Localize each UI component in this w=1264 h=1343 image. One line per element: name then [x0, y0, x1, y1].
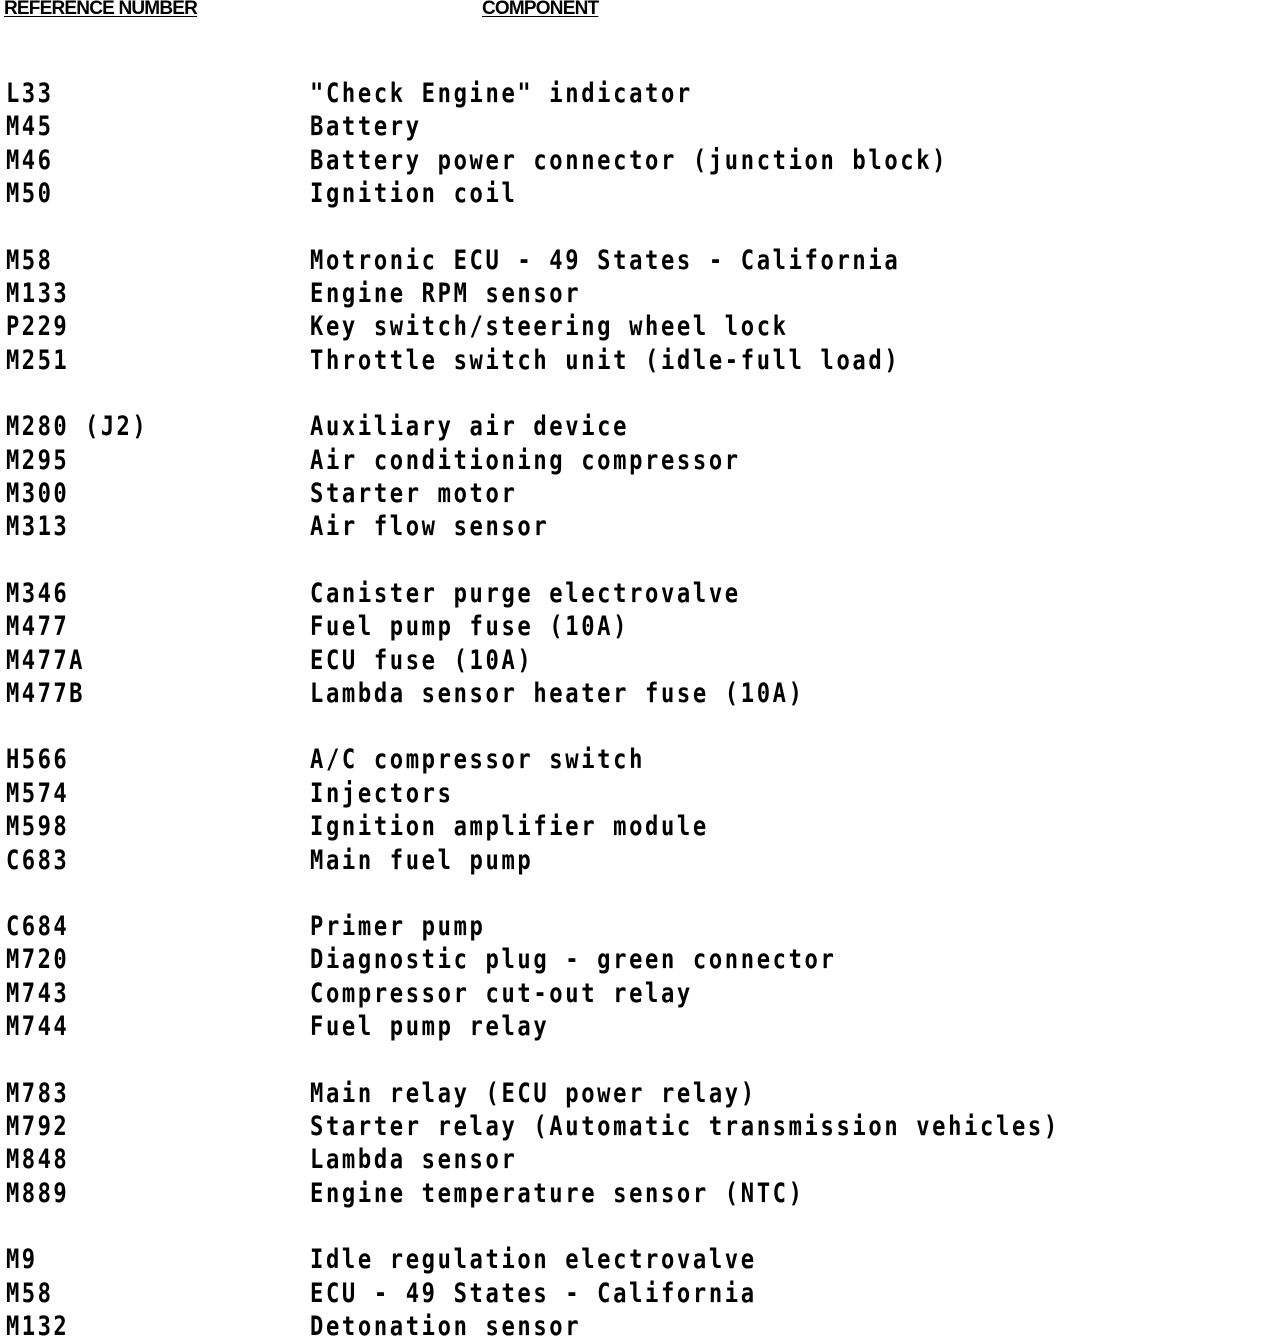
reference-number-cell: L33: [6, 78, 54, 109]
table-row: [0, 478, 1264, 510]
reference-number-cell: M46: [6, 145, 54, 176]
reference-number-cell: M295: [6, 445, 70, 476]
table-row: [0, 1244, 1264, 1276]
reference-number-cell: M346: [6, 578, 70, 609]
reference-number-cell: M132: [6, 1311, 70, 1342]
reference-number-cell: M58: [6, 1278, 54, 1309]
table-row: [0, 1078, 1264, 1110]
component-cell: Ignition amplifier module: [310, 811, 709, 842]
table-row: [0, 345, 1264, 377]
component-cell: "Check Engine" indicator: [310, 78, 693, 109]
component-cell: Battery power connector (junction block): [310, 145, 949, 176]
component-cell: Motronic ECU - 49 States - California: [310, 245, 901, 276]
table-row: [0, 245, 1264, 277]
reference-number-cell: M720: [6, 944, 70, 975]
component-cell: Auxiliary air device: [310, 411, 630, 442]
component-cell: Main relay (ECU power relay): [310, 1078, 757, 1109]
component-cell: Injectors: [310, 778, 454, 809]
component-cell: ECU fuse (10A): [310, 645, 534, 676]
table-row: [0, 411, 1264, 443]
reference-number-cell: M848: [6, 1144, 70, 1175]
reference-number-cell: M313: [6, 511, 70, 542]
table-row: [0, 678, 1264, 710]
reference-number-cell: C684: [6, 911, 70, 942]
reference-number-cell: P229: [6, 311, 70, 342]
component-cell: A/C compressor switch: [310, 744, 646, 775]
component-cell: Air flow sensor: [310, 511, 550, 542]
table-row: [0, 311, 1264, 343]
table-row: [0, 1178, 1264, 1210]
table-row: [0, 744, 1264, 776]
table-row: [0, 78, 1264, 110]
component-cell: Fuel pump fuse (10A): [310, 611, 630, 642]
reference-number-cell: M280 (J2): [6, 411, 149, 442]
component-cell: Battery: [310, 111, 422, 142]
component-cell: Air conditioning compressor: [310, 445, 741, 476]
component-heading: COMPONENT: [482, 0, 599, 19]
table-row: [0, 111, 1264, 143]
component-cell: Starter relay (Automatic transmission vehicles): [310, 1111, 1060, 1142]
reference-number-cell: M743: [6, 978, 70, 1009]
table-row: [0, 778, 1264, 810]
component-cell: Starter motor: [310, 478, 518, 509]
table-row: [0, 645, 1264, 677]
table-row: [0, 944, 1264, 976]
component-cell: Diagnostic plug - green connector: [310, 944, 837, 975]
reference-number-cell: M477B: [6, 678, 85, 709]
reference-number-cell: M477A: [6, 645, 85, 676]
table-row: [0, 811, 1264, 843]
component-cell: ECU - 49 States - California: [310, 1278, 757, 1309]
reference-number-cell: M574: [6, 778, 70, 809]
reference-number-cell: C683: [6, 845, 70, 876]
table-row: [0, 611, 1264, 643]
reference-number-cell: M889: [6, 1178, 70, 1209]
reference-number-cell: M783: [6, 1078, 70, 1109]
table-row: [0, 178, 1264, 210]
reference-number-cell: M251: [6, 345, 70, 376]
component-cell: Compressor cut-out relay: [310, 978, 693, 1009]
component-cell: Main fuel pump: [310, 845, 534, 876]
component-cell: Primer pump: [310, 911, 486, 942]
reference-number-cell: M9: [6, 1244, 38, 1275]
reference-number-cell: M744: [6, 1011, 70, 1042]
component-cell: Ignition coil: [310, 178, 518, 209]
component-cell: Engine temperature sensor (NTC): [310, 1178, 805, 1209]
component-cell: Throttle switch unit (idle-full load): [310, 345, 901, 376]
reference-number-cell: M58: [6, 245, 54, 276]
table-row: [0, 145, 1264, 177]
component-cell: Lambda sensor heater fuse (10A): [310, 678, 805, 709]
component-cell: Engine RPM sensor: [310, 278, 582, 309]
table-row: [0, 911, 1264, 943]
table-row: [0, 1144, 1264, 1176]
reference-number-heading: REFERENCE NUMBER: [4, 0, 198, 19]
component-cell: Key switch/steering wheel lock: [310, 311, 789, 342]
table-row: [0, 978, 1264, 1010]
reference-number-cell: M598: [6, 811, 70, 842]
component-cell: Fuel pump relay: [310, 1011, 550, 1042]
table-row: [0, 1011, 1264, 1043]
table-row: [0, 845, 1264, 877]
component-cell: Canister purge electrovalve: [310, 578, 741, 609]
table-row: [0, 1311, 1264, 1343]
reference-number-cell: M45: [6, 111, 54, 142]
reference-number-cell: M792: [6, 1111, 70, 1142]
component-cell: Lambda sensor: [310, 1144, 518, 1175]
table-row: [0, 1278, 1264, 1310]
reference-number-cell: M477: [6, 611, 70, 642]
reference-number-cell: H566: [6, 744, 70, 775]
table-row: [0, 278, 1264, 310]
reference-number-cell: M50: [6, 178, 54, 209]
reference-number-cell: M133: [6, 278, 70, 309]
reference-number-cell: M300: [6, 478, 70, 509]
table-row: [0, 1111, 1264, 1143]
table-row: [0, 445, 1264, 477]
table-row: [0, 578, 1264, 610]
component-cell: Idle regulation electrovalve: [310, 1244, 757, 1275]
table-row: [0, 511, 1264, 543]
component-cell: Detonation sensor: [310, 1311, 582, 1342]
